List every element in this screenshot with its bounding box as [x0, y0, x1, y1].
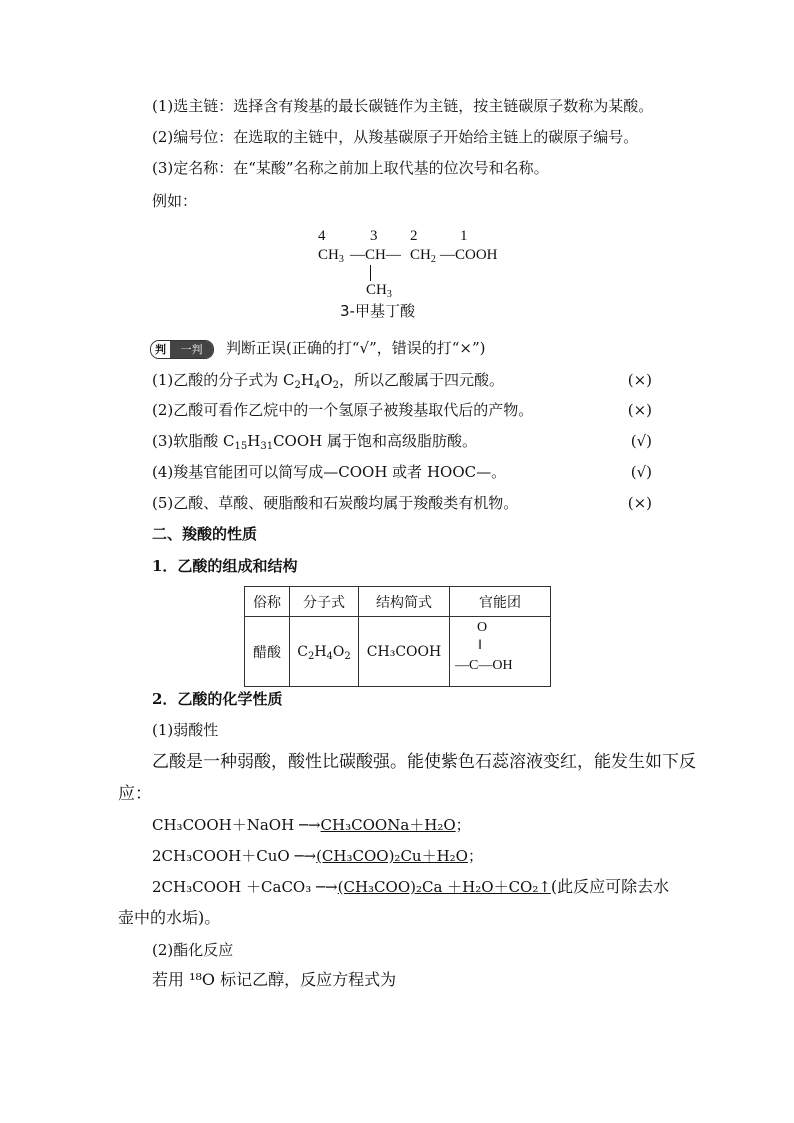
group-ch2: $CH_2$	[410, 247, 436, 265]
judge-mark-4: (√)	[630, 463, 652, 481]
table-cell-formula: $C_2H_4O_2$	[290, 617, 359, 687]
weak-acidity-heading: (1)弱酸性	[152, 721, 219, 739]
judge-item-2: (2)乙酸可看作乙烷中的一个氢原子被羧基取代后的产物。 (×)	[152, 401, 652, 419]
naming-step-1: (1)选主链：选择含有羧基的最长碳链作为主链，按主链碳原子数称为某酸。	[152, 97, 654, 115]
equation-caco3-note: 壶中的水垢)。	[118, 908, 221, 927]
table-cell-common: 醋酸	[245, 617, 290, 687]
carbon-number-3: 3	[370, 228, 378, 244]
weak-acidity-desc-1: 乙酸是一种弱酸，酸性比碳酸强。能使紫色石蕊溶液变红，能发生如下反	[152, 752, 696, 772]
judge-item-4: (4)羧基官能团可以简写成—COOH 或者 HOOC—。 (√)	[152, 463, 652, 481]
subsection-1-title: 1．乙酸的组成和结构	[152, 557, 298, 575]
branch-bond	[370, 265, 371, 281]
judge-mark-5: (×)	[627, 494, 652, 512]
fg-double-bond: ‖	[478, 637, 482, 653]
carbon-number-4: 4	[318, 228, 326, 244]
structural-formula	[318, 228, 538, 320]
judge-item-3: (3)软脂酸 $C_{15}H_{31}COOH$ 属于饱和高级脂肪酸。 (√)	[152, 432, 652, 452]
group-ch: —CH—	[350, 247, 401, 263]
judge-mark-3: (√)	[630, 432, 652, 450]
naming-step-2: (2)编号位：在选取的主链中，从羧基碳原子开始给主链上的碳原子编号。	[152, 128, 639, 146]
table-cell-simple-formula: CH₃COOH	[359, 617, 450, 687]
fg-carboxyl: —C—OH	[455, 657, 513, 673]
judge-mark-1: (×)	[627, 371, 652, 389]
group-cooh: —COOH	[440, 247, 498, 263]
judge-mark-2: (×)	[627, 401, 652, 419]
judge-badge: 判 一判	[150, 340, 214, 359]
table-header-structure: 结构简式	[359, 587, 450, 617]
naming-step-3: (3)定名称：在“某酸”名称之前加上取代基的位次号和名称。	[152, 159, 549, 177]
esterification-heading: (2)酯化反应	[152, 941, 234, 959]
group-ch3: $CH_3$	[318, 247, 344, 265]
equation-naoh: CH₃COOH＋NaOH ─→CH₃COONa＋H₂O；	[152, 816, 471, 834]
acetic-acid-table	[244, 586, 551, 687]
subsection-2-title: 2．乙酸的化学性质	[152, 690, 283, 708]
table-header-formula: 分子式	[290, 587, 359, 617]
esterification-desc: 若用 ¹⁸O 标记乙醇，反应方程式为	[152, 970, 397, 989]
table-cell-functional-group	[450, 617, 551, 687]
table-header-functional-group: 官能团	[450, 587, 551, 617]
fg-oxygen: O	[477, 619, 488, 635]
judge-title: 判断正误(正确的打“√”，错误的打“×”)	[226, 339, 486, 357]
judge-item-1: (1)乙酸的分子式为 $C_2H_4O_2$，所以乙酸属于四元酸。 (×)	[152, 371, 652, 391]
branch-ch3: $CH_3$	[366, 282, 392, 300]
carbon-number-2: 2	[410, 228, 418, 244]
table-header-common: 俗称	[245, 587, 290, 617]
equation-cuo: 2CH₃COOH＋CuO ─→(CH₃COO)₂Cu＋H₂O；	[152, 847, 483, 865]
section-2-title: 二、羧酸的性质	[152, 525, 258, 543]
example-label: 例如：	[152, 192, 198, 210]
carbon-number-1: 1	[460, 228, 468, 244]
compound-name: 3-甲基丁酸	[340, 302, 415, 320]
judge-item-5: (5)乙酸、草酸、硬脂酸和石炭酸均属于羧酸类有机物。 (×)	[152, 494, 652, 512]
equation-caco3: 2CH₃COOH ＋CaCO₃ ─→(CH₃COO)₂Ca ＋H₂O＋CO₂↑(此反应可除去水	[152, 877, 670, 896]
weak-acidity-desc-2: 应：	[118, 784, 152, 804]
